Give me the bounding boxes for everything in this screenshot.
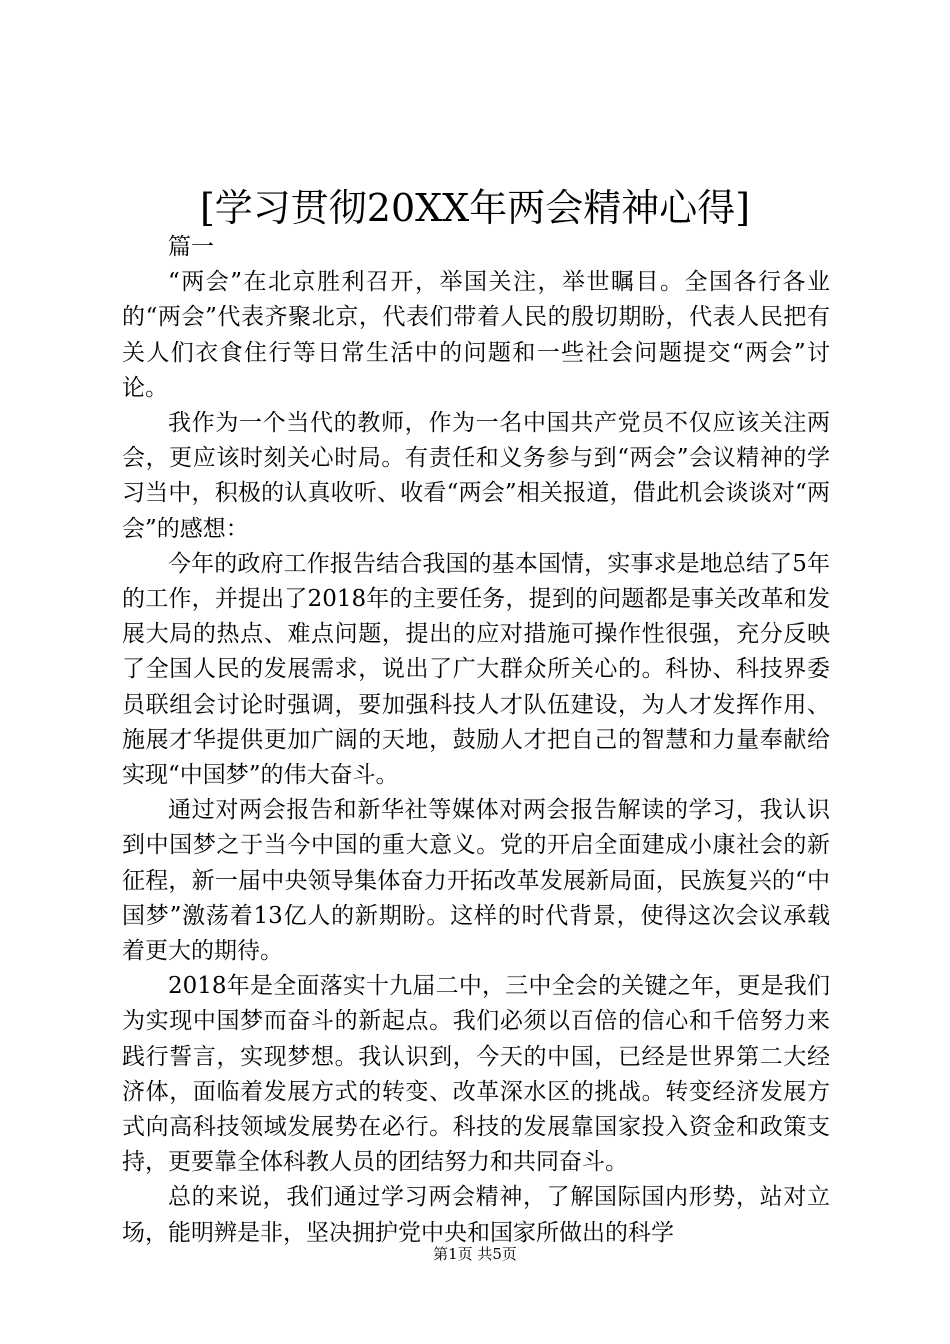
document-body bbox=[122, 230, 830, 1251]
document-title: [学习贯彻20XX年两会精神心得] bbox=[199, 186, 751, 230]
section-label: 篇一 bbox=[168, 234, 214, 260]
paragraph-5: 2018年是全面落实十九届二中，三中全会的关键之年，更是我们为实现中国梦而奋斗的新起点。我们必须以百倍的信心和千倍努力来践行誓言，实现梦想。我认识到，今天的中国，已经是世界第二大经济体，面临着发展方式的转变、改革深水区的挑战。转变经济发展方式向高科技领域发展势在必行。科技的发展靠国家投入资金和政策支持，更要靠全体科教人员的团结努力和共同奋斗。 bbox=[122, 973, 830, 1176]
paragraph-1: “两会”在北京胜利召开，举国关注，举世瞩目。全国各行各业的“两会”代表齐聚北京，代表们带着人民的殷切期盼，代表人民把有关人们衣食住行等日常生活中的问题和一些社会问题提交“两会”讨论。 bbox=[122, 269, 830, 401]
paragraph-6: 总的来说，我们通过学习两会精神，了解国际国内形势，站对立场，能明辨是非，坚决拥护党中央和国家所做出的科学 bbox=[122, 1184, 830, 1246]
paragraph-4: 通过对两会报告和新华社等媒体对两会报告解读的学习，我认识到中国梦之于当今中国的重大意义。党的开启全面建成小康社会的新征程，新一届中央领导集体奋力开拓改革发展新局面，民族复兴的“中国梦”激荡着13亿人的新期盼。这样的时代背景，使得这次会议承载着更大的期待。 bbox=[122, 797, 830, 965]
page-footer: 第1页 共5页 bbox=[433, 1245, 517, 1263]
paragraph-3: 今年的政府工作报告结合我国的基本国情，实事求是地总结了5年的工作，并提出了2018年的主要任务，提到的问题都是事关改革和发展大局的热点、难点问题，提出的应对措施可操作性很强，充分反映了全国人民的发展需求，说出了广大群众所关心的。科协、科技界委员联组会讨论时强调，要加强科技人才队伍建设，为人才发挥作用、施展才华提供更加广阔的天地，鼓励人才把自己的智慧和力量奉献给实现“中国梦”的伟大奋斗。 bbox=[122, 550, 830, 789]
paragraph-2: 我作为一个当代的教师，作为一名中国共产党员不仅应该关注两会，更应该时刻关心时局。有责任和义务参与到“两会”会议精神的学习当中，积极的认真收听、收看“两会”相关报道，借此机会谈谈对“两会”的感想： bbox=[122, 410, 830, 542]
